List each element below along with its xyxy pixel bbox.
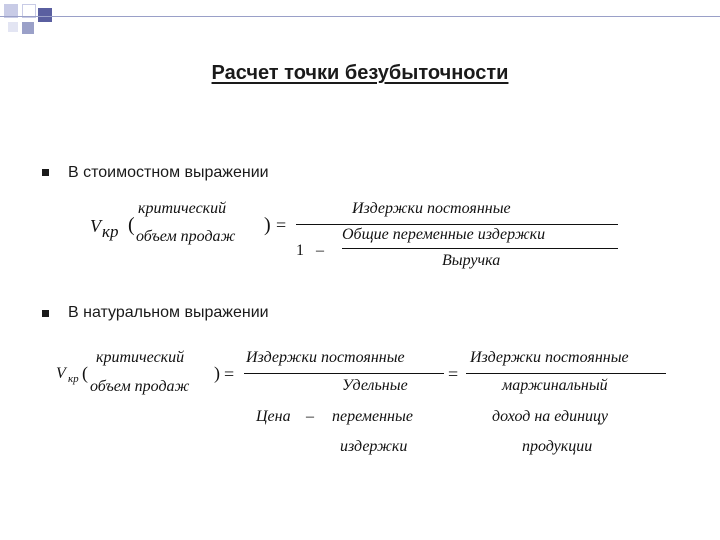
frac2-bar xyxy=(466,373,666,374)
lhs-sub-2: кр xyxy=(68,373,79,385)
bullet-text-1: В стоимостном выражении xyxy=(68,164,269,181)
one: 1 xyxy=(296,242,304,259)
header-rule xyxy=(0,16,720,17)
frac2-den-line2: доход на единицу xyxy=(492,408,608,425)
lhs-top: критический xyxy=(138,200,227,217)
lhs-sub: кр xyxy=(102,222,119,241)
lhs-paren-open: ( xyxy=(128,214,135,236)
bullet-text-2: В натуральном выражении xyxy=(68,304,269,321)
frac1-den-line2: переменные xyxy=(332,408,413,425)
corner-square-3 xyxy=(38,8,52,22)
frac1-numerator: Издержки постоянные xyxy=(246,349,405,366)
inner-denominator: Выручка xyxy=(442,252,501,269)
frac1-den-line1: Удельные xyxy=(342,377,408,394)
frac2-den-line1: маржинальный xyxy=(502,377,608,394)
frac2-den-line3: продукции xyxy=(522,438,593,455)
lhs-paren-open-2: ( xyxy=(82,363,88,383)
bullet-square-2 xyxy=(42,310,49,317)
lhs-symbol: V xyxy=(90,216,101,236)
page-title: Расчет точки безубыточности xyxy=(211,62,509,84)
frac2-numerator: Издержки постоянные xyxy=(470,349,629,366)
lhs-bottom-2: объем продаж xyxy=(90,378,190,395)
equals-sign-1: = xyxy=(224,364,235,384)
equals-sign: = xyxy=(276,215,287,235)
minus: – xyxy=(316,242,324,259)
bullet-square-1 xyxy=(42,169,49,176)
lhs-bottom: объем продаж xyxy=(136,228,236,245)
frac1-bar xyxy=(244,373,444,374)
inner-numerator: Общие переменные издержки xyxy=(342,226,546,243)
lhs-symbol-2: V xyxy=(56,365,66,382)
frac1-den-price: Цена xyxy=(256,408,291,425)
fraction-numerator: Издержки постоянные xyxy=(352,200,511,217)
corner-square-5 xyxy=(8,22,18,32)
lhs-top-2: критический xyxy=(96,349,185,366)
equals-sign-2: = xyxy=(448,364,459,384)
fraction-bar-main xyxy=(296,224,618,225)
frac1-den-line3: издержки xyxy=(340,438,408,455)
lhs-paren-close-2: ) xyxy=(214,363,220,383)
corner-square-4 xyxy=(22,22,34,34)
fraction-bar-inner xyxy=(342,248,618,249)
frac1-den-minus: – xyxy=(306,408,314,425)
lhs-paren-close: ) xyxy=(264,214,271,236)
